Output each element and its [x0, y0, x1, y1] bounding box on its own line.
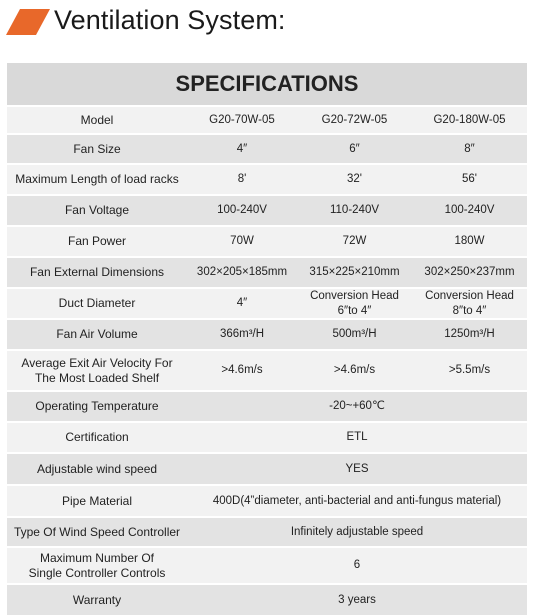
spec-value-model-2: 72W: [342, 235, 367, 247]
spec-value-model-1: 4″: [236, 142, 248, 155]
spec-row-label: Operating Temperature: [35, 399, 159, 413]
spec-row-label: Maximum Length of load racks: [15, 172, 179, 186]
spec-value-model-1: 302×205×185mm: [196, 266, 288, 278]
orange-parallelogram-icon: [6, 9, 50, 35]
spec-row-label: Maximum Number Of Single Controller Controls: [28, 550, 166, 580]
spec-row-label: Average Exit Air Velocity For The Most Loaded Shelf: [21, 355, 173, 385]
spec-row-label: Fan Power: [67, 234, 127, 248]
spec-row: [7, 225, 527, 256]
spec-row-label: Fan External Dimensions: [29, 265, 165, 279]
spec-row-label: Fan Voltage: [64, 203, 130, 217]
spec-row-label: Warranty: [72, 592, 122, 607]
page-title: Ventilation System:: [54, 5, 286, 35]
spec-row-label: Type Of Wind Speed Controller: [13, 524, 181, 539]
spec-row-label: Certification: [65, 430, 129, 444]
spec-row-label: Model: [80, 112, 114, 127]
spec-value-all-models: YES: [345, 462, 369, 475]
spec-value-model-1: >4.6m/s: [221, 364, 263, 376]
spec-value-model-2: 6″: [349, 142, 360, 155]
spec-row-label: Adjustable wind speed: [36, 461, 158, 476]
spec-value-model-2: Conversion Head 6″to 4″: [310, 289, 399, 317]
spec-value-model-3: Conversion Head 8″to 4″: [425, 289, 514, 317]
spec-row: [7, 583, 527, 615]
spec-value-model-3: G20-180W-05: [433, 113, 506, 126]
spec-value-all-models: 3 years: [338, 593, 376, 606]
spec-value-model-2: G20-72W-05: [321, 113, 388, 126]
spec-value-model-2: 110-240V: [329, 204, 380, 216]
spec-row-label: Duct Diameter: [58, 296, 136, 310]
spec-row-label: Fan Size: [73, 141, 121, 156]
spec-value-model-3: 56': [462, 173, 477, 185]
spec-row: [7, 452, 527, 484]
spec-value-all-models: -20~+60℃: [329, 400, 385, 412]
spec-row: [7, 546, 527, 583]
spec-value-all-models: 6: [353, 559, 361, 571]
specifications-heading: SPECIFICATIONS: [7, 63, 527, 105]
spec-row: [7, 318, 527, 349]
specifications-table: [7, 63, 527, 615]
spec-row-label: Fan Air Volume: [56, 327, 138, 341]
spec-row: [7, 349, 527, 390]
spec-row: [7, 163, 527, 194]
spec-row: [7, 484, 527, 516]
spec-row: [7, 516, 527, 546]
spec-row: [7, 256, 527, 287]
spec-value-model-2: >4.6m/s: [333, 364, 376, 376]
spec-value-model-1: 4″: [236, 297, 248, 309]
spec-row: [7, 421, 527, 452]
spec-value-model-1: G20-70W-05: [209, 113, 275, 126]
spec-value-all-models: ETL: [346, 431, 368, 443]
section-header: [0, 0, 533, 48]
spec-value-model-2: 315×225×210mm: [309, 266, 400, 278]
spec-value-model-1: 70W: [230, 235, 254, 247]
spec-row: [7, 390, 527, 421]
spec-row: [7, 133, 527, 163]
spec-value-model-3: 8″: [464, 142, 475, 155]
spec-value-model-3: >5.5m/s: [448, 364, 491, 376]
spec-row: [7, 287, 527, 318]
spec-value-all-models: Infinitely adjustable speed: [290, 525, 424, 538]
spec-row: [7, 194, 527, 225]
spec-value-model-3: 100-240V: [444, 204, 495, 216]
spec-value-model-2: 500m³/H: [332, 328, 377, 340]
spec-row: [7, 105, 527, 133]
spec-value-model-3: 180W: [454, 235, 485, 247]
spec-value-model-3: 302×250×237mm: [424, 266, 515, 278]
spec-rows: [7, 105, 527, 615]
spec-value-model-1: 8': [237, 173, 247, 185]
spec-value-all-models: 400D(4”diameter, anti-bacterial and anti-fungus material): [212, 494, 502, 507]
spec-value-model-2: 32': [347, 173, 362, 185]
spec-row-label: Pipe Material: [61, 493, 133, 508]
spec-value-model-1: 366m³/H: [219, 328, 265, 340]
spec-value-model-3: 1250m³/H: [444, 328, 495, 340]
spec-value-model-1: 100-240V: [217, 204, 267, 216]
